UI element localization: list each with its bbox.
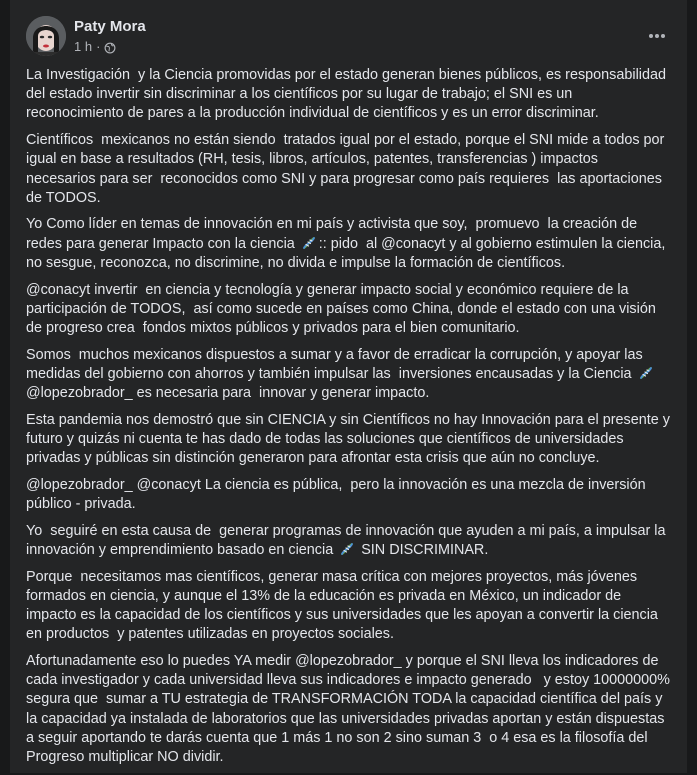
post-paragraph xyxy=(26,346,671,404)
paragraph-text: :: pido al @conacyt y al gobierno estimulen la ciencia, no sesgue, reconozca, no discrimine, no divida e impulse la formación de científicos. xyxy=(26,235,670,271)
paragraph-text: @lopezobrador_ es necesaria para innovar y generar impacto. xyxy=(26,365,660,402)
post-paragraph xyxy=(26,522,671,560)
paragraph-text: @conacyt invertir en ciencia y tecnología y generar impacto social y económico requiere de la participación de TODOS, así como sucede en países como China, donde el estado con una visión de progreso crea fondos mixtos públicos y privados para el bien comunitario. xyxy=(26,281,660,336)
post-paragraph xyxy=(26,652,678,767)
post-text xyxy=(26,66,678,775)
paragraph-text: La Investigación y la Ciencia promovidas por el estado generan bienes públicos, es responsabilidad del estado invertir sin discriminar a los científicos por su lugar de trabajo; el SNI es un reconocimiento de pares a la producción individual de científicos y es un error discriminar. xyxy=(26,67,670,122)
paragraph-text: SIN DISCRIMINAR. xyxy=(357,541,489,558)
post-paragraph xyxy=(26,411,674,469)
paragraph-text: Somos muchos mexicanos dispuestos a sumar y a favor de erradicar la corrupción, y apoyar las medidas del gobierno con ahorros y también impulsar las inversiones encausadas y la Ciencia xyxy=(26,346,647,382)
paragraph-text: Científicos mexicanos no están siendo tratados igual por el estado, porque el SNI mide a todos por igual en base a resultados (RH, tesis, libros, artículos, patentes, transferencias ) impactos necesarios para ser reconocidos como SNI y para progresar como país requieres las aportaciones de TODOS. xyxy=(26,132,669,206)
separator-dot: · xyxy=(96,39,101,54)
avatar[interactable] xyxy=(26,16,66,56)
paragraph-text: Afortunadamente eso lo puedes YA medir @lopezobrador_ y porque el SNI lleva los indicadores de cada investigador y cada universidad lleva sus indicadores e impacto generado y estoy 10000000% segura que sumar a TU estrategia de TRANSFORMACIÓN TODA la capacidad científica del país y la capacidad ya instalada de laboratorios que las universidades privadas aportan y están dispuestas a seguir aportando te darás cuenta que 1 más 1 no son 2 sino suman 3 o 4 esa es la filosofía del Progreso multiplicar NO dividir. xyxy=(26,652,678,765)
post-paragraph xyxy=(26,66,671,124)
post-options-button[interactable] xyxy=(641,20,673,52)
post-subline xyxy=(74,38,146,55)
post-header xyxy=(26,16,146,56)
post-paragraph xyxy=(26,568,671,645)
dna-icon xyxy=(301,235,317,251)
post-card xyxy=(10,0,687,773)
post-meta xyxy=(74,17,146,55)
globe-icon[interactable] xyxy=(104,41,116,53)
author-name[interactable]: Paty Mora xyxy=(74,18,146,35)
paragraph-text: Esta pandemia nos demostró que sin CIENCIA y sin Científicos no hay Innovación para el presente y futuro y quizás ni cuenta te has dado de todas las soluciones que científicos de universidades privadas y públicas sin distinción generaron para afrontar esta crisis que aún no concluye. xyxy=(26,411,674,467)
post-paragraph xyxy=(26,215,671,273)
paragraph-text: Yo seguiré en esta causa de generar programas de innovación que ayuden a mi país, a impulsar la innovación y emprendimiento basado en ciencia xyxy=(26,522,670,558)
post-paragraph xyxy=(26,281,671,339)
avatar-image xyxy=(26,16,66,56)
post-paragraph xyxy=(26,476,671,514)
dna-icon xyxy=(638,365,654,381)
post-paragraph xyxy=(26,131,671,208)
paragraph-text: Porque necesitamos mas científicos, generar masa crítica con mejores proyectos, más jóvenes formados en ciencia, y aunque el 13% de la educación es privada en México, un indicador de impacto es la capacidad de los científicos y sus universidades que les apoyan a convertir la ciencia en productos y patentes utilizadas en proyectos sociales. xyxy=(26,568,662,643)
paragraph-text: @lopezobrador_ @conacyt La ciencia es pública, pero la innovación es una mezcla de inversión público - privada. xyxy=(26,476,650,513)
post-timestamp[interactable]: 1 h xyxy=(74,39,93,54)
dna-icon xyxy=(339,541,355,557)
paragraph-text: Yo Como líder en temas de innovación en mi país y activista que soy, promuevo la creación de redes para generar Impacto con la ciencia xyxy=(26,216,642,252)
ellipsis-icon xyxy=(647,26,667,46)
